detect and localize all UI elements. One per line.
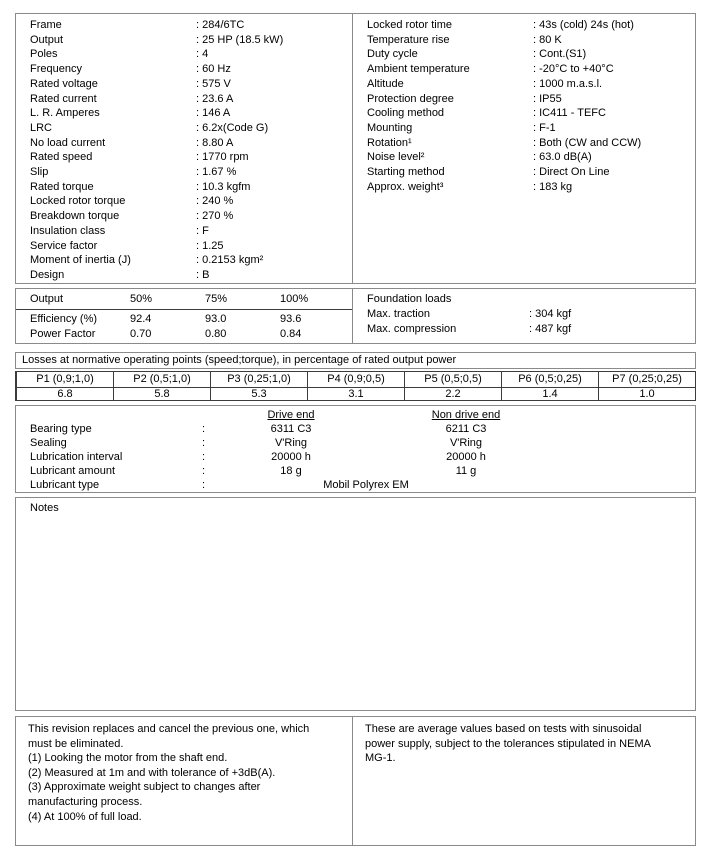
spec-label: Duty cycle bbox=[367, 48, 418, 61]
spec-label: LRC bbox=[30, 121, 53, 134]
bearing-header-row bbox=[16, 409, 695, 423]
performance-row bbox=[16, 312, 352, 327]
footer-note-line: (1) Looking the motor from the shaft end. bbox=[28, 752, 228, 765]
bearing-label: Lubricant type bbox=[30, 478, 100, 491]
spec-row bbox=[30, 47, 352, 62]
bearing-rows bbox=[16, 423, 695, 479]
spec-value: : 10.3 kgfm bbox=[196, 180, 250, 195]
foundation-loads-panel bbox=[353, 289, 695, 343]
foundation-load-row bbox=[353, 307, 695, 322]
losses-header-cell: P4 (0,9;0,5) bbox=[308, 372, 404, 388]
spec-row bbox=[30, 33, 352, 48]
spec-label: Output bbox=[30, 33, 64, 46]
spec-value: : 43s (cold) 24s (hot) bbox=[533, 18, 634, 33]
spec-label: Rated voltage bbox=[30, 77, 98, 90]
bearing-colon bbox=[202, 465, 216, 479]
losses-header-cell: P6 (0,5;0,25) bbox=[502, 372, 598, 388]
bearing-nondrive-value: 6211 C3 bbox=[445, 422, 487, 435]
spec-label: Frequency bbox=[30, 63, 82, 76]
foundation-load-value: : 487 kgf bbox=[529, 322, 571, 337]
spec-value: : 284/6TC bbox=[196, 18, 244, 33]
lubricant-type-row bbox=[16, 479, 695, 493]
performance-rows bbox=[16, 312, 352, 342]
spec-row bbox=[30, 18, 352, 33]
losses-value-cell: 1.4 bbox=[542, 388, 558, 400]
losses-column bbox=[307, 372, 404, 400]
bearing-row bbox=[16, 423, 695, 437]
spec-value: : 1.67 % bbox=[196, 165, 236, 180]
losses-value-cell: 5.8 bbox=[154, 388, 170, 400]
footer-note-line: (2) Measured at 1m and with tolerance of +3dB(A). bbox=[28, 766, 276, 779]
bearing-drive-value: 6311 C3 bbox=[270, 422, 312, 435]
spec-label: Cooling method bbox=[367, 107, 445, 120]
performance-cell: 0.84 bbox=[280, 328, 302, 340]
bearing-label: Bearing type bbox=[30, 422, 92, 435]
bearing-colon bbox=[202, 451, 216, 465]
losses-value-cell: 2.2 bbox=[445, 388, 461, 400]
losses-column bbox=[210, 372, 307, 400]
footer-note-line: This revision replaces and cancel the previous one, which bbox=[28, 723, 310, 735]
spec-value: : 146 A bbox=[196, 106, 230, 121]
performance-cell: 93.0 bbox=[205, 313, 227, 325]
spec-row bbox=[30, 106, 352, 121]
bearing-drive-value: V'Ring bbox=[274, 436, 308, 449]
specs-left-column bbox=[16, 14, 353, 283]
spec-value: : 25 HP (18.5 kW) bbox=[196, 33, 283, 48]
losses-title-bar: Losses at normative operating points (speed;torque), in percentage of rated output power bbox=[15, 352, 696, 369]
foundation-loads-rows bbox=[353, 307, 695, 337]
footer-note-line: (3) Approximate weight subject to changes after bbox=[28, 781, 261, 794]
spec-row bbox=[30, 62, 352, 77]
bearing-label: Lubricant amount bbox=[30, 464, 115, 477]
performance-header-cell: 100% bbox=[280, 293, 309, 305]
losses-header-cell: P5 (0,5;0,5) bbox=[405, 372, 501, 388]
spec-row bbox=[30, 194, 352, 209]
footer-note-line: (4) At 100% of full load. bbox=[28, 810, 142, 823]
spec-label: Ambient temperature bbox=[367, 63, 470, 76]
bearing-nondrive-value: V'Ring bbox=[449, 436, 483, 449]
bearing-nondrive-value: 20000 h bbox=[446, 450, 486, 463]
spec-label: Frame bbox=[30, 19, 62, 31]
spec-value: : -20°C to +40°C bbox=[533, 62, 614, 77]
foundation-load-label: Max. compression bbox=[367, 323, 457, 335]
losses-header-cell: P2 (0,5;1,0) bbox=[114, 372, 210, 388]
performance-cell: 93.6 bbox=[280, 313, 302, 325]
performance-table bbox=[16, 289, 353, 343]
spec-value: : 575 V bbox=[196, 77, 231, 92]
performance-row-label: Power Factor bbox=[30, 328, 96, 340]
spec-label: Locked rotor time bbox=[367, 19, 452, 31]
spec-row bbox=[367, 150, 695, 165]
spec-row bbox=[30, 77, 352, 92]
spec-row bbox=[367, 121, 695, 136]
spec-value: : 23.6 A bbox=[196, 92, 233, 107]
spec-value: : IC411 - TEFC bbox=[533, 106, 606, 121]
losses-column bbox=[598, 372, 695, 400]
losses-header-cell: P3 (0,25;1,0) bbox=[211, 372, 307, 388]
drive-end-header: Drive end bbox=[267, 409, 315, 421]
spec-row bbox=[367, 106, 695, 121]
spec-label: Noise level² bbox=[367, 151, 425, 164]
bearing-colon bbox=[202, 423, 216, 437]
spec-row bbox=[30, 136, 352, 151]
spec-value: : Cont.(S1) bbox=[533, 47, 586, 62]
spec-label: Rated current bbox=[30, 92, 97, 105]
notes-title: Notes bbox=[30, 502, 59, 514]
losses-column bbox=[404, 372, 501, 400]
spec-value: : 183 kg bbox=[533, 180, 572, 195]
spec-value: : 63.0 dB(A) bbox=[533, 150, 592, 165]
spec-label: L. R. Amperes bbox=[30, 107, 100, 120]
spec-value: : F bbox=[196, 224, 209, 239]
spec-label: Starting method bbox=[367, 166, 445, 179]
non-drive-end-header: Non drive end bbox=[431, 409, 501, 421]
notes-section bbox=[15, 497, 696, 711]
losses-value-cell: 5.3 bbox=[251, 388, 267, 400]
spec-value: : 1770 rpm bbox=[196, 150, 249, 165]
footer-note-line: These are average values based on tests with sinusoidal bbox=[365, 723, 642, 735]
spec-row bbox=[30, 224, 352, 239]
spec-label: Moment of inertia (J) bbox=[30, 254, 131, 267]
spec-row bbox=[367, 165, 695, 180]
bearing-label: Sealing bbox=[30, 436, 67, 449]
performance-row-label: Efficiency (%) bbox=[30, 313, 98, 325]
footer-note-line: MG-1. bbox=[365, 752, 396, 765]
spec-value: : Both (CW and CCW) bbox=[533, 136, 641, 151]
spec-label: Approx. weight³ bbox=[367, 180, 444, 193]
spec-row bbox=[30, 253, 352, 268]
spec-value: : B bbox=[196, 268, 209, 283]
bearing-colon bbox=[202, 437, 216, 451]
spec-label: Rated torque bbox=[30, 180, 94, 193]
spec-value: : IP55 bbox=[533, 92, 562, 107]
losses-value-cell: 6.8 bbox=[57, 388, 73, 400]
foundation-load-label: Max. traction bbox=[367, 308, 430, 320]
spec-row bbox=[30, 268, 352, 283]
spec-row bbox=[30, 209, 352, 224]
spec-value: : Direct On Line bbox=[533, 165, 609, 180]
foundation-load-row bbox=[353, 322, 695, 337]
losses-value-cell: 3.1 bbox=[348, 388, 364, 400]
spec-row bbox=[367, 92, 695, 107]
spec-value: : 80 K bbox=[533, 33, 562, 48]
spec-row bbox=[367, 47, 695, 62]
footer-section bbox=[15, 716, 696, 846]
lubricant-type-value: Mobil Polyrex EM bbox=[323, 478, 409, 491]
foundation-load-value: : 304 kgf bbox=[529, 307, 571, 322]
performance-section bbox=[15, 288, 696, 344]
bearing-label: Lubrication interval bbox=[30, 450, 123, 463]
bearing-row bbox=[16, 465, 695, 479]
losses-value-cell: 1.0 bbox=[639, 388, 655, 400]
spec-value: : 0.2153 kgm² bbox=[196, 253, 263, 268]
performance-cell: 0.70 bbox=[130, 328, 152, 340]
spec-value: : 4 bbox=[196, 47, 208, 62]
spec-row bbox=[30, 239, 352, 254]
losses-header-cell: P1 (0,9;1,0) bbox=[17, 372, 113, 388]
spec-label: Design bbox=[30, 268, 65, 281]
specs-right-column bbox=[353, 14, 695, 283]
specs-section bbox=[15, 13, 696, 284]
spec-label: Protection degree bbox=[367, 92, 454, 105]
spec-value: : 8.80 A bbox=[196, 136, 233, 151]
spec-row bbox=[367, 33, 695, 48]
spec-value: : 240 % bbox=[196, 194, 233, 209]
spec-value: : 1.25 bbox=[196, 239, 224, 254]
losses-column bbox=[16, 372, 113, 400]
bearing-nondrive-value: 11 g bbox=[455, 464, 477, 477]
spec-label: Rated speed bbox=[30, 151, 93, 164]
foundation-loads-title: Foundation loads bbox=[367, 293, 452, 305]
spec-label: Altitude bbox=[367, 77, 404, 90]
performance-cell: 0.80 bbox=[205, 328, 227, 340]
spec-label: Locked rotor torque bbox=[30, 195, 126, 208]
performance-header-cell: 50% bbox=[130, 293, 153, 305]
footer-right-note bbox=[353, 717, 695, 845]
bearing-colon bbox=[202, 479, 216, 493]
spec-row bbox=[30, 165, 352, 180]
spec-value: : F-1 bbox=[533, 121, 556, 136]
footer-note-line: must be eliminated. bbox=[28, 737, 124, 750]
spec-label: Slip bbox=[30, 166, 49, 179]
spec-row bbox=[367, 62, 695, 77]
spec-value: : 6.2x(Code G) bbox=[196, 121, 268, 136]
spec-label: No load current bbox=[30, 136, 106, 149]
performance-cell: 92.4 bbox=[130, 313, 152, 325]
footer-left-note bbox=[16, 717, 353, 845]
bearing-row bbox=[16, 437, 695, 451]
spec-row bbox=[367, 180, 695, 195]
spec-row bbox=[367, 77, 695, 92]
spec-label: Poles bbox=[30, 48, 58, 61]
bearing-header-spacer bbox=[30, 409, 202, 423]
losses-column bbox=[113, 372, 210, 400]
spec-label: Mounting bbox=[367, 121, 413, 134]
bearing-drive-value: 20000 h bbox=[271, 450, 311, 463]
bearing-drive-value: 18 g bbox=[280, 464, 302, 477]
spec-label: Rotation¹ bbox=[367, 136, 412, 149]
performance-header-row bbox=[16, 292, 352, 310]
footer-note-line: manufacturing process. bbox=[28, 795, 143, 808]
performance-row bbox=[16, 327, 352, 342]
bearings-section bbox=[15, 405, 696, 493]
spec-row bbox=[30, 121, 352, 136]
losses-column bbox=[501, 372, 598, 400]
spec-label: Service factor bbox=[30, 239, 98, 252]
spec-row bbox=[367, 136, 695, 151]
spec-row bbox=[30, 92, 352, 107]
performance-header-cell: 75% bbox=[205, 293, 228, 305]
spec-value: : 60 Hz bbox=[196, 62, 231, 77]
footer-note-line: power supply, subject to the tolerances stipulated in NEMA bbox=[365, 737, 651, 750]
spec-value: : 270 % bbox=[196, 209, 233, 224]
performance-header-cell: Output bbox=[30, 293, 64, 305]
bearing-row bbox=[16, 451, 695, 465]
spec-label: Temperature rise bbox=[367, 33, 450, 46]
spec-row bbox=[367, 18, 695, 33]
spec-label: Breakdown torque bbox=[30, 210, 120, 223]
spec-row bbox=[30, 150, 352, 165]
spec-value: : 1000 m.a.s.l. bbox=[533, 77, 602, 92]
spec-label: Insulation class bbox=[30, 224, 106, 237]
losses-table bbox=[15, 371, 696, 401]
losses-header-cell: P7 (0,25;0,25) bbox=[599, 372, 695, 388]
spec-row bbox=[30, 180, 352, 195]
